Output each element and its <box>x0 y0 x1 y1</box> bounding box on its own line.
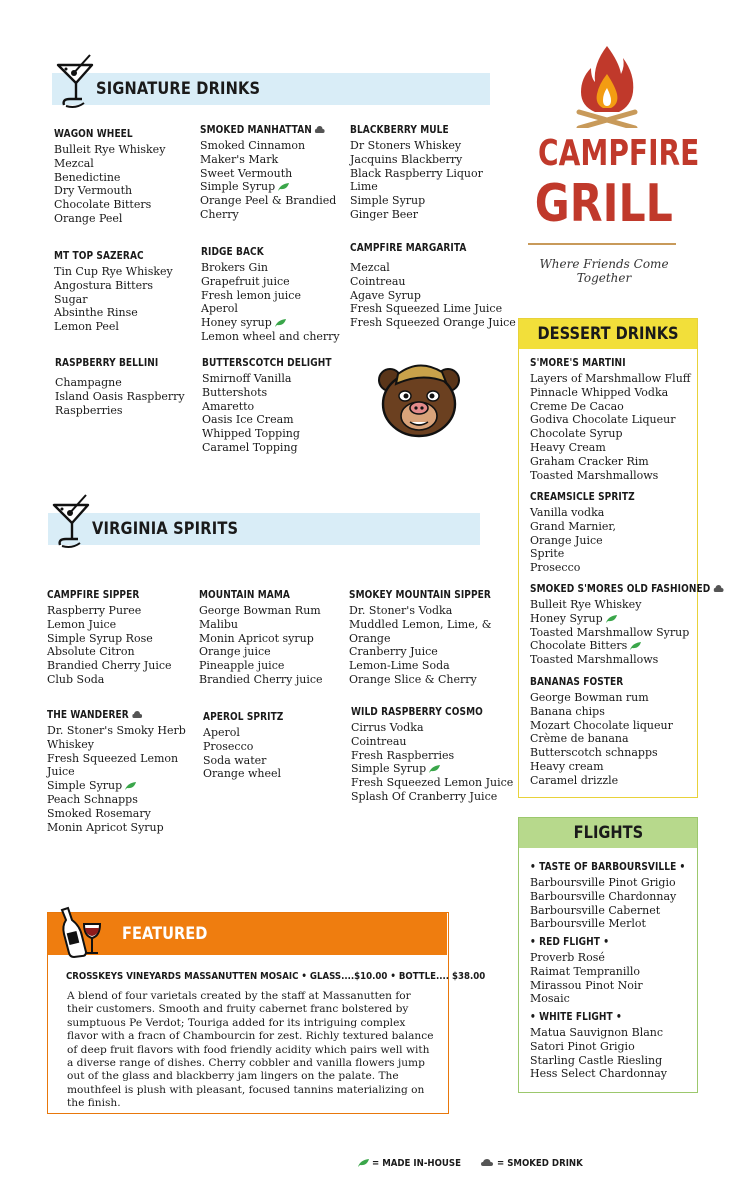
ingredient-row <box>201 316 351 330</box>
ingredient: Oasis Ice Cream <box>202 413 294 427</box>
drink-name: WILD RASPBERRY COSMO <box>351 705 483 718</box>
ingredient: Dry Vermouth <box>54 184 133 198</box>
flight-wine: Mirassou Pinot Noir <box>530 978 643 992</box>
flight-wine: Barboursville Merlot <box>530 917 646 931</box>
campfire-icon <box>575 44 639 128</box>
drink-name: SMOKED S'MORES OLD FASHIONED <box>530 582 711 595</box>
ingredient: Malibu <box>199 617 238 631</box>
flight-wine: Hess Select Chardonnay <box>530 1067 667 1081</box>
ingredient: Muddled Lemon, Lime, & <box>349 617 492 631</box>
ingredient-row <box>530 639 680 653</box>
ingredient: Mezcal <box>54 156 94 170</box>
ingredient: Ginger Beer <box>350 207 419 221</box>
section-title-virginia: VIRGINIA SPIRITS <box>92 519 239 539</box>
leaf-icon <box>606 615 617 623</box>
flight-wine: Mosaic <box>530 992 570 1006</box>
drink-name: S'MORE'S MARTINI <box>530 356 626 369</box>
drink-mountain-mama <box>199 588 349 687</box>
ingredient: Simple Syrup <box>351 762 427 776</box>
featured-description: A blend of four varietals created by the staff at Massanutten for their customers. Smooth and fruity cabernet franc bolstered by sumptuous Pe Verdot; Touriga added for its intriguing complex flavor with a fracn of Chambourcin for zest. Richly textured balance of deep fruit flavors with food friendly acidity which pairs well with a diverse range of dishes. Cherry cobbler and vanilla flowers jump out of the glass and blackberry jam lingers on the palate. The mouthfeel is plush with pleasant, focused tannins materializing on the finish. <box>67 990 434 1110</box>
ingredient: Sprite <box>530 547 565 561</box>
ingredient: Toasted Marshmallows <box>530 653 659 667</box>
leaf-icon <box>429 765 440 773</box>
drink-mt-top-sazerac <box>54 249 204 334</box>
dessert-smoked-smores-old-fashioned <box>530 582 711 667</box>
ingredient: Mozart Chocolate liqueur <box>530 718 673 732</box>
smoke-cloud-icon <box>481 1159 493 1167</box>
dessert-title: DESSERT DRINKS <box>537 324 679 344</box>
ingredient: Brandied Cherry juice <box>199 672 323 686</box>
ingredient: Honey Syrup <box>530 611 603 625</box>
leaf-icon <box>275 319 286 327</box>
ingredient: Black Raspberry Liquor <box>350 166 483 180</box>
drink-ridge-back <box>201 245 351 344</box>
dessert-bananas-foster <box>530 675 680 788</box>
ingredient: Pinnacle Whipped Vodka <box>530 385 669 399</box>
legend-made-in-house: = MADE IN-HOUSE <box>372 1158 462 1169</box>
leaf-icon <box>278 183 289 191</box>
ingredient: Agave Syrup <box>350 288 421 302</box>
drink-butterscotch-delight <box>202 356 352 455</box>
flight-red <box>530 935 680 1006</box>
ingredient: Raspberry Puree <box>47 604 142 617</box>
ingredient: Smoked Cinnamon <box>200 139 306 152</box>
ingredient: Chocolate Bitters <box>530 639 628 653</box>
flight-name: • RED FLIGHT • <box>530 935 610 948</box>
ingredient: Smoked Rosemary <box>47 806 151 820</box>
drink-name: THE WANDERER <box>47 708 129 721</box>
ingredient: Pineapple juice <box>199 659 285 673</box>
ingredient: Fresh Squeezed Lime Juice <box>350 302 503 316</box>
drink-name: CAMPFIRE SIPPER <box>47 588 140 601</box>
ingredient: Fresh Squeezed Orange Juice <box>350 316 516 330</box>
ingredient: Lemon wheel and cherry <box>201 329 340 343</box>
ingredient: Absolute Citron <box>47 645 135 659</box>
flight-wine: Starling Castle Riesling <box>530 1053 663 1067</box>
ingredient: Cirrus Vodka <box>351 721 424 734</box>
ingredient: Raspberries <box>55 403 123 417</box>
smoke-cloud-icon <box>714 585 724 593</box>
drink-name: RASPBERRY BELLINI <box>55 356 159 369</box>
ingredient-row <box>200 180 350 194</box>
ingredient: Caramel drizzle <box>530 773 619 787</box>
ingredient: Bulleit Rye Whiskey <box>530 598 642 611</box>
featured-title: FEATURED <box>122 924 208 944</box>
ingredient: Butterscotch schnapps <box>530 746 658 760</box>
ingredient: Grand Marnier, <box>530 519 616 533</box>
flight-white <box>530 1010 680 1081</box>
ingredient: Maker's Mark <box>200 152 279 166</box>
ingredient: Brandied Cherry Juice <box>47 659 172 673</box>
ingredient: Prosecco <box>530 561 581 575</box>
flight-wine: Satori Pinot Grigio <box>530 1039 635 1053</box>
drink-name: BLACKBERRY MULE <box>350 123 449 136</box>
featured-header <box>48 913 447 955</box>
ingredient: Honey syrup <box>201 316 272 330</box>
ingredient: Toasted Marshmallow Syrup <box>530 625 690 639</box>
ingredient: Lemon-Lime Soda <box>349 659 450 673</box>
ingredient: Monin Apricot syrup <box>199 631 314 645</box>
ingredient: Brokers Gin <box>201 261 268 274</box>
drink-name: BUTTERSCOTCH DELIGHT <box>202 356 332 369</box>
smoke-cloud-icon <box>132 711 142 719</box>
ingredient: Simple Syrup Rose <box>47 631 153 645</box>
drink-campfire-sipper <box>47 588 197 687</box>
leaf-icon <box>630 642 641 650</box>
ingredient: Lime <box>350 180 378 194</box>
ingredient: Cherry <box>200 207 239 221</box>
legend-smoked-drink: = SMOKED DRINK <box>496 1158 583 1169</box>
ingredient: Godiva Chocolate Liqueur <box>530 413 676 427</box>
ingredient: Monin Apricot Syrup <box>47 820 164 834</box>
ingredient: Banana chips <box>530 704 605 718</box>
ingredient: Bulleit Rye Whiskey <box>54 143 166 156</box>
ingredient: Orange <box>349 631 391 645</box>
drink-wild-raspberry-cosmo <box>351 705 514 804</box>
wine-bottle-glass-icon <box>56 904 102 958</box>
flight-wine: Matua Sauvignon Blanc <box>530 1026 664 1039</box>
flight-name: • TASTE OF BARBOURSVILLE • <box>530 860 686 873</box>
ingredient: Simple Syrup <box>47 779 123 793</box>
ingredient: Simple Syrup <box>200 180 276 194</box>
flight-wine: Raimat Tempranillo <box>530 964 641 978</box>
section-title-signature: SIGNATURE DRINKS <box>96 79 261 99</box>
leaf-icon <box>358 1159 369 1167</box>
drink-name: BANANAS FOSTER <box>530 675 624 688</box>
ingredient: Dr. Stoner's Smoky Herb <box>47 724 186 737</box>
drink-campfire-margarita <box>350 241 516 330</box>
ingredient-row <box>351 762 501 776</box>
ingredient: Peach Schnapps <box>47 792 138 806</box>
drink-name: CREAMSICLE SPRITZ <box>530 490 635 503</box>
ingredient: Splash Of Cranberry Juice <box>351 789 498 803</box>
ingredient: Dr Stoners Whiskey <box>350 139 462 152</box>
ingredient: Chocolate Syrup <box>530 427 623 441</box>
drink-name: SMOKED MANHATTAN <box>200 123 312 136</box>
flights-header <box>519 818 697 848</box>
ingredient: Lemon Peel <box>54 320 119 334</box>
drink-smoked-manhattan <box>200 123 350 222</box>
ingredient: Smirnoff Vanilla <box>202 372 292 385</box>
logo-divider <box>528 243 676 245</box>
ingredient: Cointreau <box>350 274 406 288</box>
smoke-cloud-icon <box>315 126 325 134</box>
ingredient: Juice <box>47 765 75 779</box>
ingredient: Whipped Topping <box>202 427 300 441</box>
martini-icon <box>50 493 94 551</box>
ingredient: Caramel Topping <box>202 440 298 454</box>
legend <box>358 1158 597 1169</box>
ingredient: Lemon Juice <box>47 617 117 631</box>
drink-name: RIDGE BACK <box>201 245 264 258</box>
drink-wagon-wheel <box>54 127 204 226</box>
ingredient: Fresh lemon juice <box>201 288 301 302</box>
flight-wine: Barboursville Chardonnay <box>530 889 677 903</box>
ingredient: Fresh Raspberries <box>351 748 455 762</box>
flight-wine: Barboursville Pinot Grigio <box>530 876 676 889</box>
flight-wine: Proverb Rosé <box>530 951 605 964</box>
bear-mascot-icon <box>374 358 464 440</box>
ingredient-row <box>530 612 680 626</box>
featured-subtitle: CROSSKEYS VINEYARDS MASSANUTTEN MOSAIC • GLASS....$10.00 • BOTTLE.... $38.00 <box>66 971 486 982</box>
drink-blackberry-mule <box>350 123 500 222</box>
ingredient: Tin Cup Rye Whiskey <box>54 265 173 278</box>
drink-name: WAGON WHEEL <box>54 127 133 140</box>
ingredient: Heavy Cream <box>530 440 606 454</box>
ingredient: Crème de banana <box>530 732 629 746</box>
ingredient: Orange Peel <box>54 211 123 225</box>
ingredient: Grapefruit juice <box>201 274 290 288</box>
ingredient: Orange Juice <box>530 533 603 547</box>
ingredient: Orange Peel & Brandied <box>200 194 337 208</box>
ingredient: Vanilla vodka <box>530 506 605 519</box>
drink-name: SMOKEY MOUNTAIN SIPPER <box>349 588 491 601</box>
ingredient: Cointreau <box>351 734 407 748</box>
ingredient: Heavy cream <box>530 759 604 773</box>
drink-raspberry-bellini <box>55 356 205 417</box>
flight-wine: Barboursville Cabernet <box>530 903 661 917</box>
ingredient: Absinthe Rinse <box>54 306 138 320</box>
ingredient: George Bowman rum <box>530 691 649 704</box>
drink-name-row <box>47 708 170 721</box>
ingredient: Fresh Squeezed Lemon Juice <box>351 776 514 790</box>
drink-aperol-spritz <box>203 710 353 781</box>
ingredient: Champagne <box>55 376 122 389</box>
drink-name: APEROL SPRITZ <box>203 710 284 723</box>
dessert-smores-martini <box>530 356 691 482</box>
ingredient: Buttershots <box>202 385 268 399</box>
flights-title: FLIGHTS <box>573 823 643 843</box>
ingredient: Whiskey <box>47 737 94 751</box>
drink-name: MOUNTAIN MAMA <box>199 588 290 601</box>
ingredient: Aperol <box>203 726 240 739</box>
ingredient: George Bowman Rum <box>199 604 321 617</box>
ingredient: Layers of Marshmallow Fluff <box>530 372 691 385</box>
ingredient: Fresh Squeezed Lemon <box>47 751 179 765</box>
drink-the-wanderer <box>47 708 197 834</box>
dessert-header <box>519 319 697 349</box>
ingredient: Orange wheel <box>203 767 282 781</box>
ingredient: Chocolate Bitters <box>54 198 152 212</box>
ingredient: Sugar <box>54 292 88 306</box>
ingredient: Island Oasis Raspberry <box>55 389 185 403</box>
martini-icon <box>54 53 98 111</box>
ingredient: Aperol <box>201 302 238 316</box>
ingredient: Jacquins Blackberry <box>350 152 463 166</box>
drink-name-row <box>530 582 711 595</box>
ingredient: Mezcal <box>350 261 390 274</box>
flight-taste-of-barboursville <box>530 860 686 931</box>
logo-tagline: Where Friends Come Together <box>539 257 669 285</box>
ingredient: Simple Syrup <box>350 194 426 208</box>
drink-smokey-mountain-sipper <box>349 588 499 687</box>
logo-line1: CAMPFIRE <box>538 133 700 174</box>
dessert-creamsicle-spritz <box>530 490 680 575</box>
drink-name-row <box>200 123 323 136</box>
ingredient: Toasted Marshmallows <box>530 468 659 482</box>
ingredient: Club Soda <box>47 672 105 686</box>
ingredient: Dr. Stoner's Vodka <box>349 604 453 617</box>
ingredient: Orange Slice & Cherry <box>349 672 477 686</box>
ingredient: Creme De Cacao <box>530 399 624 413</box>
ingredient: Orange juice <box>199 645 271 659</box>
ingredient: Angostura Bitters <box>54 278 154 292</box>
drink-name: MT TOP SAZERAC <box>54 249 144 262</box>
leaf-icon <box>125 782 136 790</box>
ingredient: Sweet Vermouth <box>200 166 293 180</box>
ingredient: Amaretto <box>202 399 255 413</box>
ingredient-row <box>47 779 197 793</box>
logo-line2: GRILL <box>534 174 673 234</box>
ingredient: Graham Cracker Rim <box>530 454 649 468</box>
ingredient: Cranberry Juice <box>349 645 438 659</box>
flight-name: • WHITE FLIGHT • <box>530 1010 622 1023</box>
ingredient: Soda water <box>203 753 267 767</box>
ingredient: Prosecco <box>203 739 254 753</box>
ingredient: Benedictine <box>54 170 121 184</box>
drink-name: CAMPFIRE MARGARITA <box>350 241 467 254</box>
